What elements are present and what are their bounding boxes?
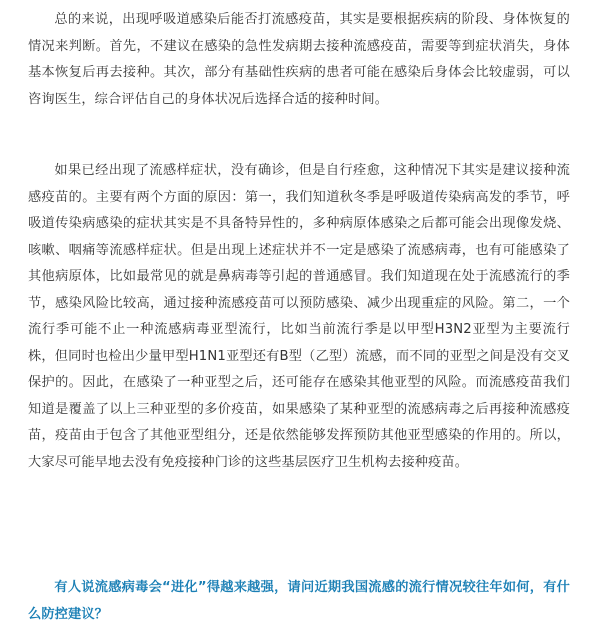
paragraph-vaccination-timing: 总的来说，出现呼吸道感染后能否打流感疫苗，其实是要根据疾病的阶段、身体恢复的情况来判断。首先，不建议在感染的急性发病期去接种流感疫苗，需要等到症状消失，身体基本恢复后再去接种。其次，部分有基础性疾病的患者可能在感染后身体会比较虚弱，可以咨询医生，综合评估自己的身体状况后选择合适的接种时间。 [28,12,570,107]
question-heading: 有人说流感病毒会“进化”得越来越强，请问近期我国流感的流行情况较往年如何，有什么防控建议？ [28,580,570,622]
paragraph-flu-like-symptoms: 如果已经出现了流感样症状，没有确诊，但是自行痊愈，这种情况下其实是建议接种流感疫苗的。主要有两个方面的原因：第一，我们知道秋冬季是呼吸道传染病高发的季节，呼吸道传染病感染的症状其实是不具备特异性的，多种病原体感染之后都可能会出现像发烧、咳嗽、咽痛等流感样症状。但是出现上述症状并不一定是感染了流感病毒，也有可能感染了其他病原体，比如最常见的就是鼻病毒等引起的普通感冒。我们知道现在处于流感流行的季节，感染风险比较高，通过接种流感疫苗可以预防感染、减少出现重症的风险。第二，一个流行季可能不止一种流感病毒亚型流行，比如当前流行季是以甲型H3N2亚型为主要流行株，但同时也检出少量甲型H1N1亚型还有B型（乙型）流感，而不同的亚型之间是没有交叉保护的。因此，在感染了一种亚型之后，还可能存在感染其他亚型的风险。而流感疫苗我们知道是覆盖了以上三种亚型的多价疫苗，如果感染了某种亚型的流感病毒之后再接种流感疫苗，疫苗由于包含了其他亚型组分，还是依然能够发挥预防其他亚型感染的作用的。所以，大家尽可能早地去没有免疫接种门诊的这些基层医疗卫生机构去接种疫苗。 [28,163,570,470]
